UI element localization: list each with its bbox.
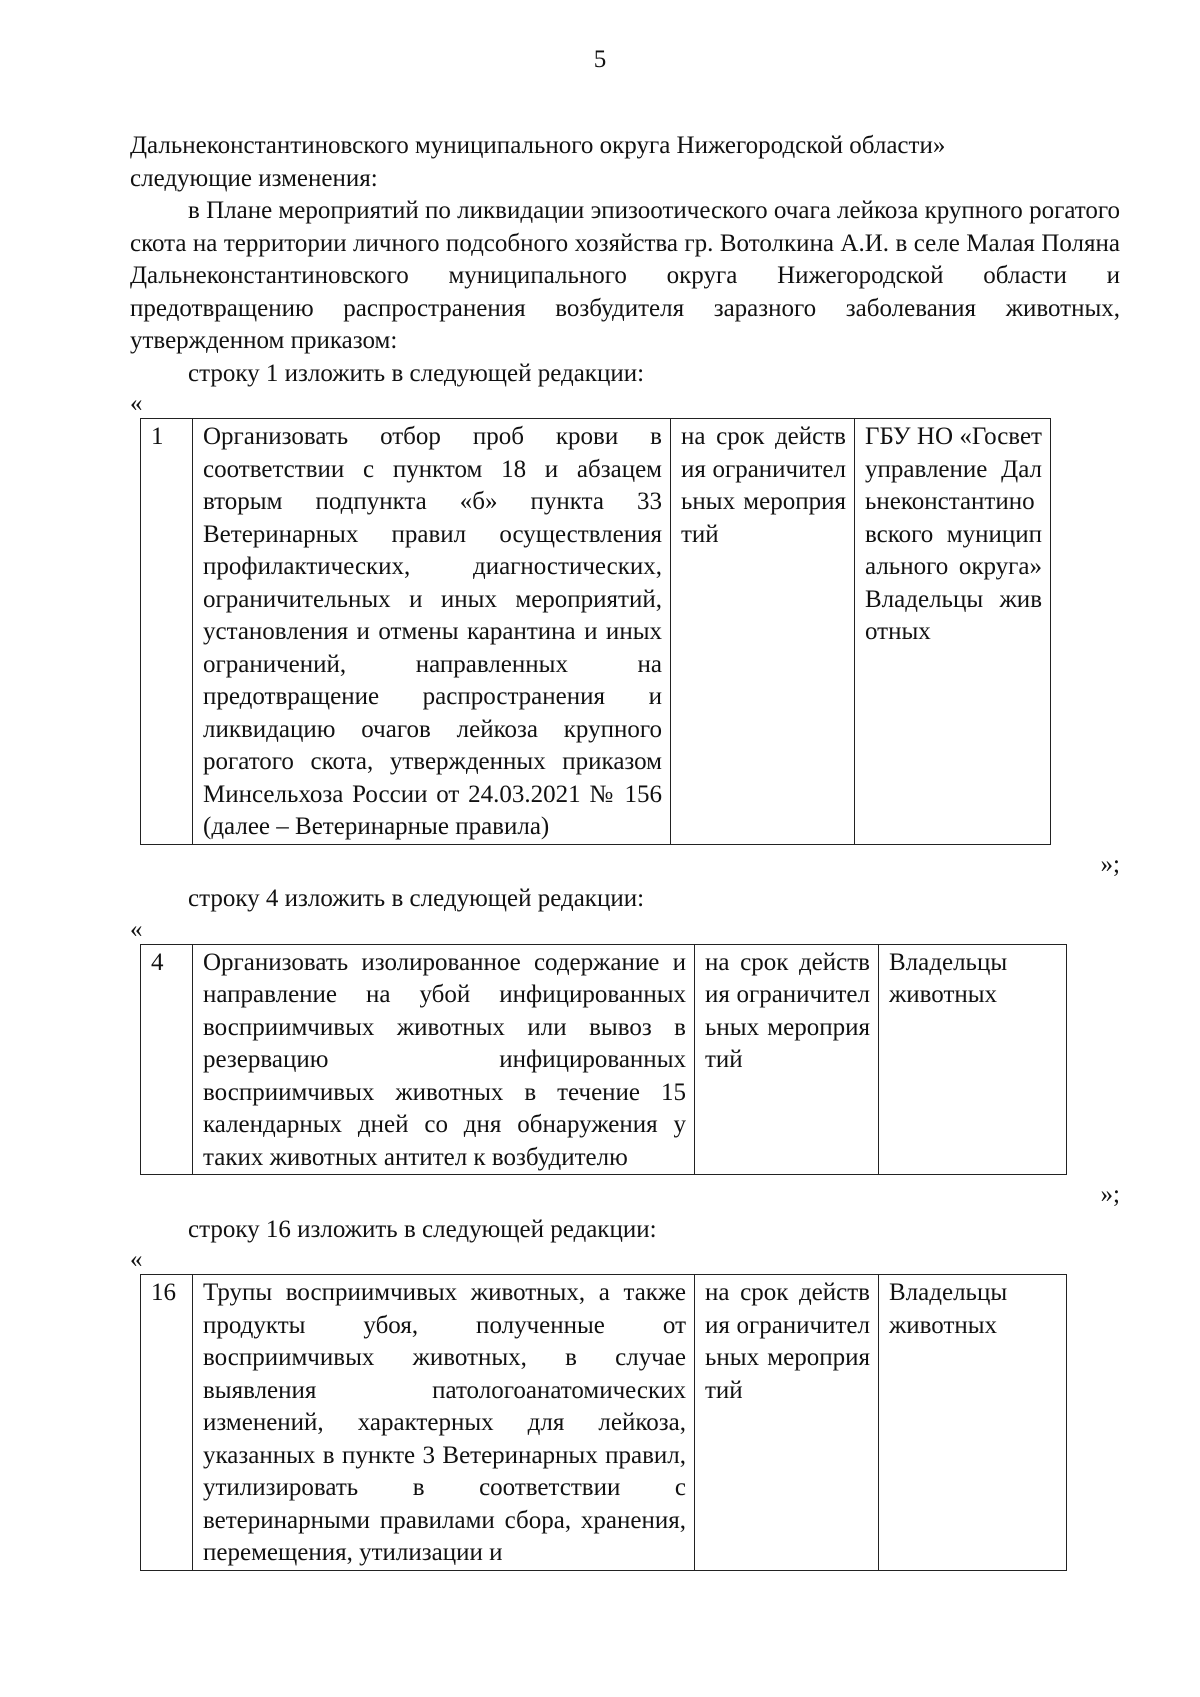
open-quote: « <box>130 915 143 943</box>
document-body <box>130 130 1120 1571</box>
open-quote: « <box>130 1246 143 1273</box>
instruction-row-1: строку 1 изложить в следующей редакции: <box>188 359 645 387</box>
measure-cell: Трупы восприимчивых животных, а также продукты убоя, полученные от восприимчивых животных, в случае выявления патологоанатомических изменений, характерных для лейкоза, указанных в пункте 3 Ветеринарных правил, утилизировать в соответствии с ветеринарными правилами сбора, хранения, перемещения, утилизации и <box>193 1275 695 1571</box>
responsible-cell: Владельцы животных <box>879 944 1067 1175</box>
close-quote: »; <box>1100 850 1120 878</box>
measure-cell: Организовать изолированное содержание и направление на убой инфицированных восприимчивых животных или вывоз в резервацию инфицированных восприимчивых животных в течение 15 календарных дней со дня обнаружения у таких животных антител к возбудителю <box>193 944 695 1175</box>
intro-line-1: Дальнеконстантиновского муниципального округа Нижегородской области» <box>130 132 946 159</box>
term-cell: на срок действия ограничительных мероприятий <box>695 1275 879 1571</box>
page-number: 5 <box>593 46 607 73</box>
row-number: 1 <box>141 419 193 845</box>
term-cell: на срок действия ограничительных мероприятий <box>695 944 879 1175</box>
term-cell: на срок действия ограничительных мероприятий <box>671 419 855 845</box>
row-1-table <box>140 418 1051 845</box>
responsible-cell: ГБУ НО «Госветуправление Дальнеконстантиновского муниципального округа» Владельцы животных <box>855 419 1051 845</box>
open-quote: « <box>130 390 143 417</box>
intro-line-2: следующие изменения: <box>130 164 378 192</box>
table-row <box>141 944 1067 1175</box>
close-quote: »; <box>1100 1181 1120 1208</box>
row-4-table <box>140 944 1067 1176</box>
table-row <box>141 1275 1067 1571</box>
row-number: 4 <box>141 944 193 1175</box>
plan-paragraph: в Плане мероприятий по ликвидации эпизоотического очага лейкоза крупного рогатого скота на территории личного подсобного хозяйства гр. Вотолкина А.И. в селе Малая Поляна Дальнеконстантиновского муниципального округа Нижегородской области и предотвращению распространения возбудителя заразного заболевания животных, утвержденном приказом: <box>130 197 1120 354</box>
row-16-table <box>140 1274 1067 1571</box>
instruction-row-4: строку 4 изложить в следующей редакции: <box>188 885 645 912</box>
instruction-row-16: строку 16 изложить в следующей редакции: <box>188 1215 657 1243</box>
responsible-cell: Владельцы животных <box>879 1275 1067 1571</box>
measure-cell: Организовать отбор проб крови в соответствии с пунктом 18 и абзацем вторым подпункта «б» пункта 33 Ветеринарных правил осуществления профилактических, диагностических, ограничительных и иных мероприятий, установления и отмены карантина и иных ограничений, направленных на предотвращение распространения и ликвидацию очагов лейкоза крупного рогатого скота, утвержденных приказом Минсельхоза России от 24.03.2021 № 156 (далее – Ветеринарные правила) <box>193 419 671 845</box>
row-number: 16 <box>141 1275 193 1571</box>
table-row <box>141 419 1051 845</box>
